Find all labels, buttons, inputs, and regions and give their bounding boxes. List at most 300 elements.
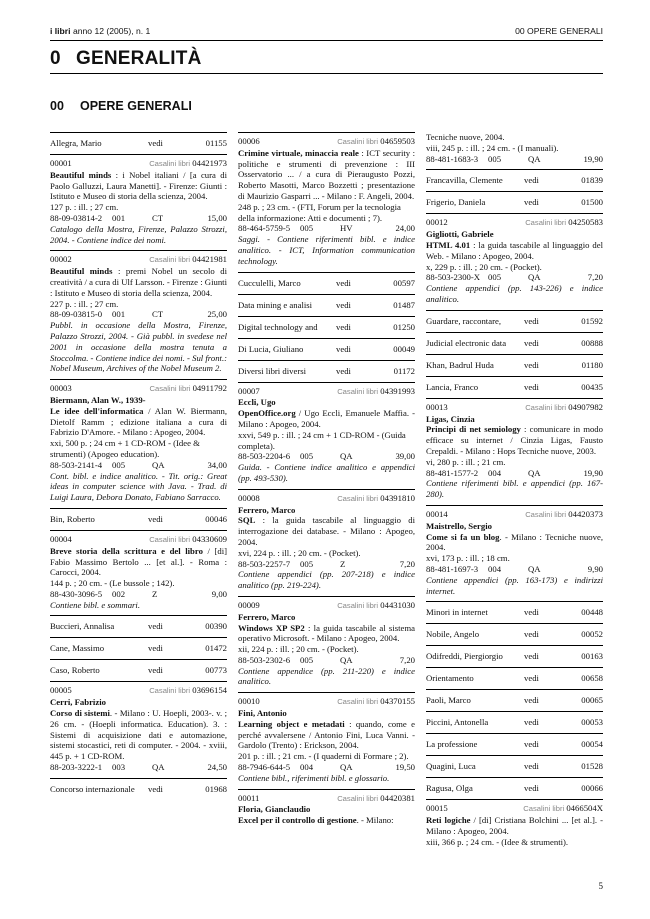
- casalini-label: Casalini libri: [149, 686, 191, 696]
- xref-see: vedi: [524, 315, 539, 326]
- xref-name: Paoli, Marco: [426, 695, 471, 706]
- casalini-number: 04659503: [380, 136, 415, 146]
- entry-continuation: [426, 132, 603, 169]
- physical-description: 144 p. ; 20 cm. - (Le bussole ; 142).: [50, 578, 175, 589]
- entry-number: 00004: [50, 533, 72, 544]
- entry-number: 00012: [426, 217, 448, 228]
- xref-see: vedi: [148, 643, 163, 654]
- entry-number: 00011: [238, 792, 260, 803]
- xref-name: Quagini, Luca: [426, 761, 476, 772]
- entry-codes: [238, 655, 415, 666]
- physical-description: xvi, 224 p. : ill. ; 20 cm. - (Pocket).: [238, 547, 361, 558]
- xref-code: 01968: [205, 783, 227, 794]
- entry-title: [238, 408, 415, 430]
- entry-note: Contiene bibl., riferimenti bibl. e glossario.: [238, 772, 390, 783]
- title-main: Beautiful minds: [50, 169, 112, 180]
- xref-code: 00390: [205, 621, 227, 632]
- subsection-number: 00: [50, 99, 64, 113]
- dewey-code: 003: [112, 762, 126, 773]
- dewey-code: 004: [488, 467, 502, 478]
- physical-description: 248 p. ; 23 cm. - (FTI, Forum per la tecnologia della informazione: Atti e documenti ; 7).: [238, 201, 401, 223]
- catalog-entry: [426, 213, 603, 309]
- cross-reference: [426, 354, 603, 376]
- xref-name: Buccieri, Annalisa: [50, 621, 115, 632]
- entry-title: [50, 170, 227, 202]
- casalini-number: 04250583: [568, 217, 603, 228]
- casalini-number: 04911792: [192, 383, 227, 394]
- xref-see: vedi: [524, 717, 539, 728]
- isbn: 88-503-2141-4: [50, 459, 103, 470]
- entry-header: [238, 493, 415, 505]
- xref-see: vedi: [524, 337, 539, 348]
- isbn: 88-464-5759-5: [238, 223, 291, 234]
- cross-reference: [426, 755, 603, 777]
- catalog-entry: [50, 250, 227, 379]
- physical-description: x, 229 p. : ill. ; 20 cm. - (Pocket).: [426, 261, 542, 272]
- isbn: 88-481-1577-2: [426, 467, 479, 478]
- entry-number: 00002: [50, 254, 72, 265]
- xref-name: Nobile, Angelo: [426, 629, 480, 640]
- subject-code: QA: [528, 563, 541, 574]
- section-title: [50, 48, 202, 70]
- title-rest: : comunicare in modo efficace su internet / Cinzia Ligas, Fausto Crepaldi. - Milano : Hops Tecniche nuove, 2003.: [426, 424, 603, 456]
- dewey-code: 005: [488, 153, 502, 164]
- section-number: 0: [50, 48, 61, 69]
- entry-header: [50, 254, 227, 266]
- entry-note: Contiene bibl. e sommari.: [50, 599, 141, 610]
- casalini-label: Casalini libri: [337, 386, 379, 396]
- section-name: GENERALITÀ: [76, 48, 202, 69]
- isbn: 88-430-3096-5: [50, 588, 103, 599]
- entry-author: Floria, Gianclaudio: [238, 804, 311, 815]
- title-rest: / [di] Fabio Massimo Bertolo ... [et al.]. - Roma : Carocci, 2004.: [50, 545, 227, 578]
- casalini-number: 03696154: [192, 685, 227, 696]
- xref-name: Orientamento: [426, 673, 474, 684]
- price: 15,00: [207, 212, 227, 223]
- casalini-id: [150, 383, 228, 395]
- entry-author: Fini, Antonio: [238, 708, 287, 719]
- column-2: [238, 132, 415, 831]
- xref-see: vedi: [148, 783, 163, 794]
- price: 7,20: [399, 654, 415, 665]
- xref-see: vedi: [524, 359, 539, 370]
- dewey-code: 005: [300, 558, 314, 569]
- casalini-number: 04420381: [380, 792, 415, 803]
- entry-header: [426, 402, 603, 414]
- entry-codes: [50, 460, 227, 471]
- subject-code: CT: [152, 309, 164, 320]
- dewey-code: 001: [112, 309, 126, 320]
- xref-name: Judicial electronic data: [426, 337, 507, 348]
- casalini-label: Casalini libri: [337, 493, 379, 503]
- isbn: 88-481-1697-3: [426, 563, 479, 574]
- catalog-entry: [50, 154, 227, 250]
- xref-name: Caso, Roberto: [50, 665, 100, 676]
- xref-see: vedi: [336, 343, 351, 354]
- physical-description: xxi, 500 p. ; 24 cm + 1 CD-ROM - (Idee & strumenti) (Apogeo education).: [50, 438, 200, 459]
- entry-number: 00007: [238, 385, 260, 396]
- entry-codes: [238, 762, 415, 773]
- price: 7,20: [399, 558, 415, 569]
- entry-header: [238, 696, 415, 708]
- casalini-id: [337, 696, 415, 708]
- issue-info: anno 12 (2005), n. 1: [72, 26, 151, 36]
- xref-see: vedi: [148, 138, 163, 148]
- dewey-code: 005: [488, 272, 502, 283]
- xref-code: 01155: [205, 138, 227, 148]
- entry-author: Gigliotti, Gabriele: [426, 229, 494, 240]
- cross-reference: [426, 332, 603, 354]
- dewey-code: 005: [112, 459, 126, 470]
- subject-code: QA: [528, 467, 541, 478]
- subject-code: Z: [340, 558, 346, 569]
- casalini-id: [149, 534, 227, 546]
- entry-header: [238, 793, 415, 805]
- xref-name: Ragusa, Olga: [426, 783, 473, 794]
- catalog-entry: [238, 789, 415, 831]
- casalini-id: [337, 600, 415, 612]
- entry-codes: [426, 468, 603, 479]
- title-rest: : i Nobel italiani / [a cura di Paolo Galluzzi, Laura Manetti]. - Firenze: Giunti : Istituto e Museo di storia della scienza, 2004.: [50, 169, 227, 202]
- title-main: HTML 4.01: [426, 239, 471, 250]
- casalini-id: [525, 217, 603, 229]
- physical-description: viii, 245 p. : ill. ; 24 cm. - (I manuali).: [426, 142, 559, 153]
- casalini-id: [525, 402, 603, 414]
- subsection-title: [50, 99, 192, 113]
- dewey-code: 005: [300, 451, 314, 462]
- entry-codes: [426, 564, 603, 575]
- xref-name: Lancia, Franco: [426, 381, 479, 392]
- entry-author: Biermann, Alan W., 1939-: [50, 394, 146, 405]
- entry-header: [426, 509, 603, 521]
- xref-code: 00052: [581, 629, 603, 640]
- entry-note: Contiene appendici (pp. 143-226) e indice analitico.: [426, 283, 603, 304]
- isbn: 88-503-2204-6: [238, 451, 291, 462]
- xref-see: vedi: [524, 381, 539, 392]
- xref-code: 00888: [581, 337, 603, 348]
- entry-note: Cont. bibl. e indice analitico. - Tit. orig.: Great ideas in computer science with Java. - Trad. di Luigi Laura, Debora Donato, Fabiano Sarracco.: [50, 470, 227, 503]
- entry-author: Cerri, Fabrizio: [50, 697, 106, 708]
- price: 24,00: [395, 223, 415, 234]
- entry-header: [426, 217, 603, 229]
- casalini-label: Casalini libri: [149, 159, 191, 168]
- xref-name: Guardare, raccontare,: [426, 315, 501, 326]
- price: 19,50: [395, 762, 415, 773]
- catalog-entry: [238, 489, 415, 596]
- dewey-code: 005: [300, 223, 314, 234]
- xref-code: 00773: [205, 665, 227, 676]
- entry-number: 00003: [50, 383, 72, 394]
- title-main: Breve storia della scrittura e del libro: [50, 545, 203, 556]
- casalini-label: Casalini libri: [337, 697, 379, 707]
- entry-title: [238, 148, 415, 202]
- xref-see: vedi: [148, 665, 163, 676]
- casalini-id: [525, 509, 603, 521]
- subject-code: CT: [152, 212, 164, 223]
- entry-author: Ferrero, Marco: [238, 611, 296, 622]
- entry-number: 00010: [238, 696, 260, 707]
- entry-note: Guida. - Contiene indice analitico e appendici (pp. 493-530).: [238, 462, 415, 483]
- column-1: [50, 132, 227, 800]
- xref-name: Khan, Badrul Huda: [426, 359, 494, 370]
- entry-codes: [238, 451, 415, 462]
- entry-header: [238, 600, 415, 612]
- xref-see: vedi: [148, 621, 163, 632]
- physical-description: 127 p. : ill. ; 27 cm.: [50, 202, 119, 213]
- entry-note: Contiene riferimenti bibl. e appendici (pp. 167-280).: [426, 478, 603, 500]
- xref-name: Cucculelli, Marco: [238, 277, 301, 288]
- cross-reference: [426, 711, 603, 733]
- entry-number: 00008: [238, 492, 260, 503]
- dewey-code: 004: [300, 762, 314, 773]
- title-main: Le idee dell'informatica: [50, 405, 144, 416]
- entry-codes: [426, 154, 603, 165]
- title-main: SQL: [238, 515, 256, 526]
- subsection-name: OPERE GENERALI: [80, 99, 192, 113]
- casalini-number: 0466504X: [566, 803, 603, 814]
- catalog-entry: [238, 596, 415, 692]
- entry-codes: [426, 272, 603, 283]
- casalini-id: [149, 685, 227, 697]
- cross-reference: [50, 132, 227, 154]
- xref-see: vedi: [336, 365, 351, 376]
- xref-see: vedi: [524, 695, 539, 706]
- entry-header: [426, 803, 603, 815]
- xref-code: 01487: [393, 299, 415, 310]
- entry-codes: [238, 223, 415, 234]
- cross-reference: [426, 376, 603, 398]
- entry-codes: [50, 589, 227, 600]
- entry-codes: [238, 559, 415, 570]
- journal-issue: [50, 26, 150, 36]
- xref-code: 00049: [393, 343, 415, 354]
- isbn: 88-09-03815-0: [50, 309, 103, 320]
- xref-name: Allegra, Mario: [50, 138, 102, 148]
- physical-description: xvi, 173 p. : ill. ; 18 cm.: [426, 553, 510, 564]
- xref-code: 00046: [205, 513, 227, 524]
- xref-name: Minori in internet: [426, 607, 488, 618]
- entry-codes: [50, 309, 227, 320]
- entry-header: [238, 136, 415, 148]
- casalini-label: Casalini libri: [337, 793, 379, 803]
- cross-reference: [426, 777, 603, 799]
- casalini-label: Casalini libri: [525, 218, 567, 228]
- casalini-id: [337, 386, 415, 398]
- xref-code: 00435: [581, 381, 603, 392]
- entry-title: [426, 240, 603, 262]
- entry-header: [50, 685, 227, 697]
- casalini-number: 04420373: [568, 508, 603, 519]
- xref-name: Concorso internazionale: [50, 783, 135, 794]
- title-rest: / [di] Cristiana Bolchini ... [et al.]. - Milano : Apogeo, 2004.: [426, 815, 603, 836]
- xref-code: 00448: [581, 607, 603, 618]
- xref-code: 01472: [205, 643, 227, 654]
- xref-name: Di Lucia, Giuliano: [238, 343, 304, 354]
- physical-description: 201 p. : ill. ; 21 cm. - (I quaderni di Formare ; 2).: [238, 751, 409, 762]
- entry-header: [50, 534, 227, 546]
- casalini-label: Casalini libri: [149, 255, 191, 265]
- xref-code: 00053: [581, 717, 603, 728]
- casalini-number: 04431030: [380, 599, 415, 610]
- title-rest: . - Milano : U. Hoepli, 2003-. v. ; 26 cm. - (Hoepli informatica. Education). 3. : Sistemi di acquisizione dati e automazione, sistemi stocastici, reti di computer. - 2004. - xviii, 445 p. + 1 CD-ROM.: [50, 708, 227, 762]
- entry-codes: [50, 213, 227, 224]
- casalini-id: [337, 793, 415, 805]
- entry-number: 00013: [426, 401, 448, 412]
- title-main: Beautiful minds: [50, 266, 113, 277]
- xref-code: 01592: [581, 315, 603, 326]
- xref-code: 01172: [393, 365, 415, 376]
- cross-reference: [50, 615, 227, 637]
- entry-number: 00005: [50, 685, 72, 696]
- section-rule: [50, 73, 603, 74]
- entry-title: [238, 515, 415, 547]
- xref-see: vedi: [524, 651, 539, 662]
- subject-code: QA: [340, 451, 353, 462]
- running-section: 00 OPERE GENERALI: [515, 26, 603, 36]
- casalini-id: [149, 158, 227, 170]
- price: 9,00: [211, 588, 227, 599]
- title-rest: / Alan W. Biermann, Dietolf Ramm ; edizione italiana a cura di Fabrizio D'Amore. - Milano : Apogeo, 2004.: [50, 405, 227, 438]
- subject-code: HV: [340, 223, 353, 234]
- cross-reference: [426, 733, 603, 755]
- isbn: 88-7946-644-5: [238, 762, 291, 773]
- casalini-id: [523, 803, 603, 815]
- title-rest: : ICT security : politiche e strumenti di prevenzione : III Osservatorio ... / a cura di Pieraugusto Pozzi, Roberto Masotti, Marco Bozzetti ; presentazione di Maurizio Gasparri ... - Milano : F. Angeli, 2004.: [238, 147, 416, 201]
- xref-see: vedi: [524, 761, 539, 772]
- title-main: Come si fa un blog: [426, 531, 500, 542]
- title-main: Corso di sistemi: [50, 708, 110, 719]
- entry-number: 00006: [238, 136, 260, 146]
- cross-reference: [238, 316, 415, 338]
- entry-note: Saggi. - Contiene riferimenti bibl. e indice analitico. - ICT, Information communication technology.: [238, 234, 415, 266]
- entry-title: [238, 815, 415, 826]
- xref-code: 00163: [581, 651, 603, 662]
- entry-author: Ligas, Cinzia: [426, 413, 475, 424]
- price: 24,50: [207, 762, 227, 773]
- xref-code: 00065: [581, 695, 603, 706]
- casalini-label: Casalini libri: [149, 534, 191, 544]
- casalini-number: 04907982: [568, 401, 603, 412]
- title-rest: / Ugo Eccli, Emanuele Maffia. - Milano : Apogeo, 2004.: [238, 408, 415, 429]
- xref-name: Digital technology and: [238, 321, 318, 332]
- subject-code: QA: [340, 654, 353, 665]
- cross-reference: [238, 360, 415, 382]
- cross-reference: [50, 778, 227, 800]
- dewey-code: 004: [488, 563, 502, 574]
- catalog-entry: [426, 799, 603, 852]
- xref-code: 00066: [581, 783, 603, 794]
- entry-codes: [50, 762, 227, 773]
- catalog-entry: [238, 382, 415, 489]
- xref-see: vedi: [336, 277, 351, 288]
- cross-reference: [50, 659, 227, 681]
- catalog-entry: [50, 681, 227, 777]
- casalini-label: Casalini libri: [149, 384, 191, 394]
- xref-code: 01500: [581, 197, 603, 208]
- xref-code: 01250: [393, 321, 415, 332]
- price: 39,00: [395, 451, 415, 462]
- isbn: 88-09-03814-2: [50, 212, 103, 223]
- header-rule: [50, 40, 603, 41]
- title-rest: . - Milano:: [356, 815, 394, 826]
- xref-code: 01180: [581, 359, 603, 370]
- subject-code: Z: [152, 588, 158, 599]
- journal-name: i libri: [50, 26, 71, 36]
- catalog-entry: [50, 379, 227, 508]
- title-main: OpenOffice.org: [238, 408, 296, 419]
- page-number: 5: [598, 881, 603, 891]
- casalini-label: Casalini libri: [337, 600, 379, 610]
- casalini-id: [337, 136, 415, 148]
- price: 9,90: [587, 563, 603, 574]
- casalini-label: Casalini libri: [525, 509, 567, 519]
- entry-title: [50, 266, 227, 298]
- title-main: Learning object e metadati: [238, 718, 345, 729]
- dewey-code: 005: [300, 654, 314, 665]
- cross-reference: [238, 338, 415, 360]
- cross-reference: [426, 645, 603, 667]
- physical-description: xxvi, 549 p. : ill. ; 24 cm + 1 CD-ROM - (Guida completa).: [238, 429, 406, 451]
- xref-see: vedi: [524, 629, 539, 640]
- xref-code: 00597: [393, 277, 415, 288]
- xref-name: La professione: [426, 739, 478, 750]
- xref-see: vedi: [524, 175, 539, 186]
- entry-title: [50, 406, 227, 438]
- entry-header: [50, 383, 227, 395]
- subject-code: QA: [152, 762, 165, 773]
- cross-reference: [426, 689, 603, 711]
- cross-reference: [50, 508, 227, 530]
- casalini-id: [149, 254, 227, 266]
- xref-see: vedi: [524, 673, 539, 684]
- xref-code: 01528: [581, 761, 603, 772]
- column-3: [426, 132, 603, 853]
- xref-code: 00054: [581, 739, 603, 750]
- xref-see: vedi: [524, 739, 539, 750]
- catalog-entry: [426, 505, 603, 601]
- casalini-number: 04330609: [192, 533, 227, 544]
- title-rest: : quando, come e perché avvalersene / Antonio Fini, Luca Vanni. - Gardolo (Trento) : Erickson, 2004.: [238, 718, 415, 751]
- isbn: 88-503-2302-6: [238, 654, 291, 665]
- casalini-number: 04370155: [380, 696, 415, 707]
- entry-note: Contiene appendice (pp. 211-220) e indice analitico.: [238, 665, 415, 687]
- isbn: 88-503-2257-7: [238, 558, 291, 569]
- catalog-entry: [238, 692, 415, 788]
- title-main: Principi di net semiology: [426, 424, 521, 435]
- xref-name: Frigerio, Daniela: [426, 197, 486, 208]
- xref-see: vedi: [336, 321, 351, 332]
- cross-reference: [426, 667, 603, 689]
- cross-reference: [238, 272, 415, 294]
- casalini-number: 04391993: [380, 385, 415, 396]
- physical-description: vi, 280 p. : ill. ; 21 cm.: [426, 456, 506, 467]
- entry-number: 00015: [426, 803, 448, 814]
- physical-description: xii, 224 p. : ill. ; 20 cm. - (Pocket).: [238, 644, 359, 655]
- entry-title: [238, 623, 415, 645]
- entry-note: Contiene appendici (pp. 163-173) e indirizzi internet.: [426, 574, 603, 596]
- cross-reference: [50, 637, 227, 659]
- entry-title: [426, 815, 603, 837]
- casalini-label: Casalini libri: [525, 402, 567, 412]
- entry-author: Ferrero, Marco: [238, 504, 296, 515]
- catalog-entry: [238, 132, 415, 272]
- title-main: Windows XP SP2: [238, 622, 305, 633]
- entry-title: [426, 532, 603, 554]
- subject-code: QA: [152, 459, 165, 470]
- casalini-number: 04391810: [380, 492, 415, 503]
- cross-reference: [426, 169, 603, 191]
- cross-reference: [238, 294, 415, 316]
